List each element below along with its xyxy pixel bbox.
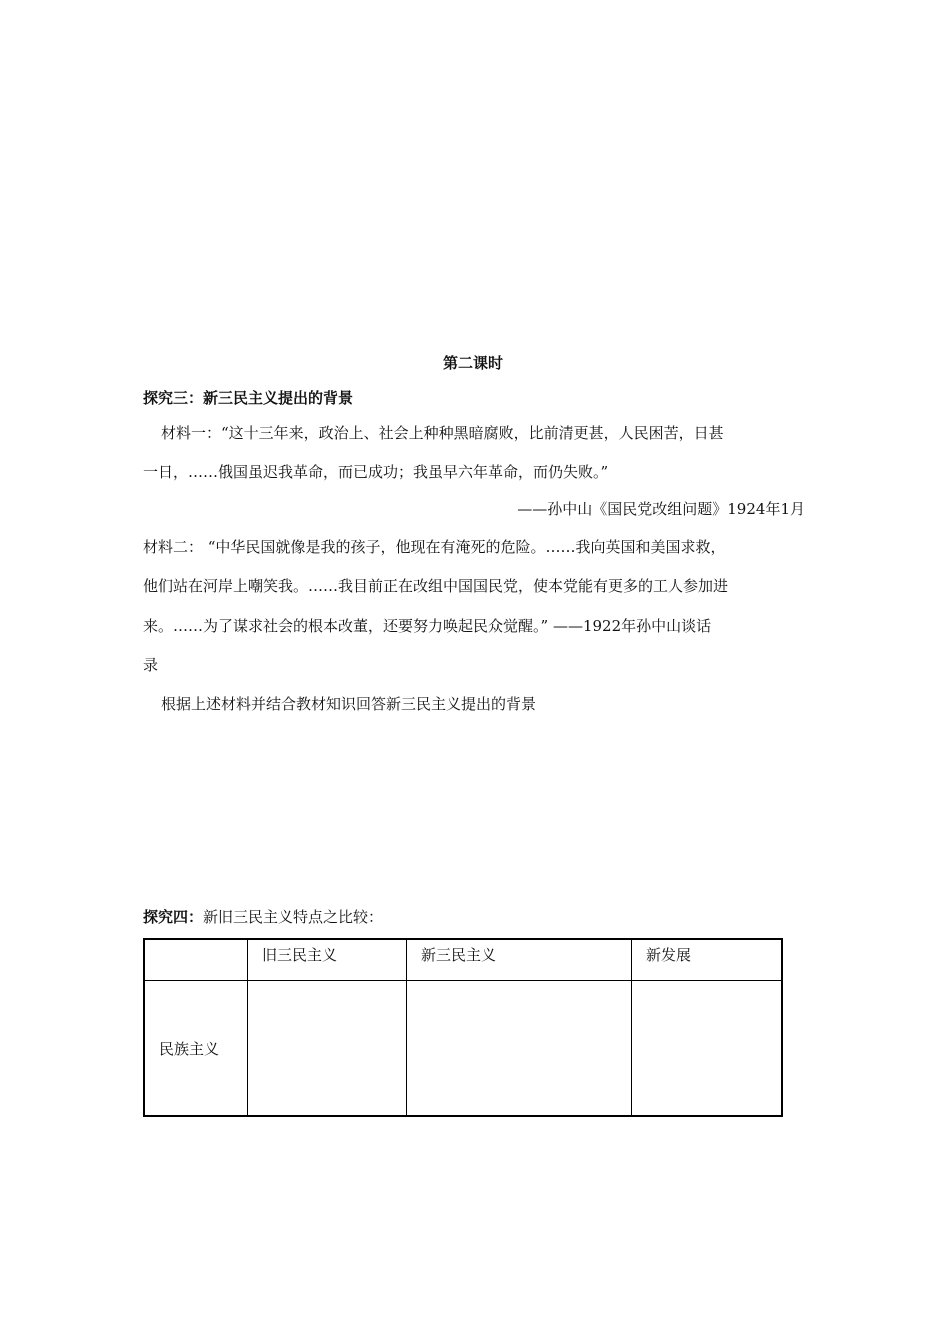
material1-line2: 一日，……俄国虽迟我革命，而已成功；我虽早六年革命，而仍失败。”: [143, 463, 609, 481]
table-cell[interactable]: [407, 981, 632, 1117]
material1-line1: 材料一：“这十三年来，政治上、社会上种种黑暗腐败，比前清更甚，人民困苦，日甚: [161, 424, 724, 442]
section4-heading-label: 探究四：: [143, 908, 204, 926]
table-header-row: [144, 939, 782, 981]
table-cell[interactable]: [248, 981, 407, 1117]
section4-heading: [143, 906, 383, 927]
section3-question: 根据上述材料并结合教材知识回答新三民主义提出的背景: [161, 695, 537, 713]
table-header-cell: 新三民主义: [407, 939, 632, 981]
table-cell[interactable]: [632, 981, 783, 1117]
material2-line1: 材料二： “中华民国就像是我的孩子，他现在有淹死的危险。……我向英国和美国求救，: [143, 538, 726, 556]
table-header-cell: [144, 939, 248, 981]
table-row: [144, 981, 782, 1117]
material2-line4: 录: [143, 656, 159, 674]
table-header-cell: 新发展: [632, 939, 783, 981]
comparison-table: [143, 938, 783, 1117]
material2-line3: 来。……为了谋求社会的根本改董，还要努力唤起民众觉醒。” ——1922年孙中山谈话: [143, 617, 712, 635]
table-row-label: 民族主义: [144, 981, 248, 1117]
material1-source: ——孙中山《国民党改组问题》1924年1月: [517, 500, 805, 518]
section4-heading-text: 新旧三民主义特点之比较：: [203, 908, 384, 926]
table-header-cell: 旧三民主义: [248, 939, 407, 981]
material2-line2: 他们站在河岸上嘲笑我。……我目前正在改组中国国民党，使本党能有更多的工人参加进: [143, 577, 729, 595]
section3-heading: 探究三：新三民主义提出的背景: [143, 389, 354, 407]
lesson-title: 第二课时: [443, 354, 504, 372]
